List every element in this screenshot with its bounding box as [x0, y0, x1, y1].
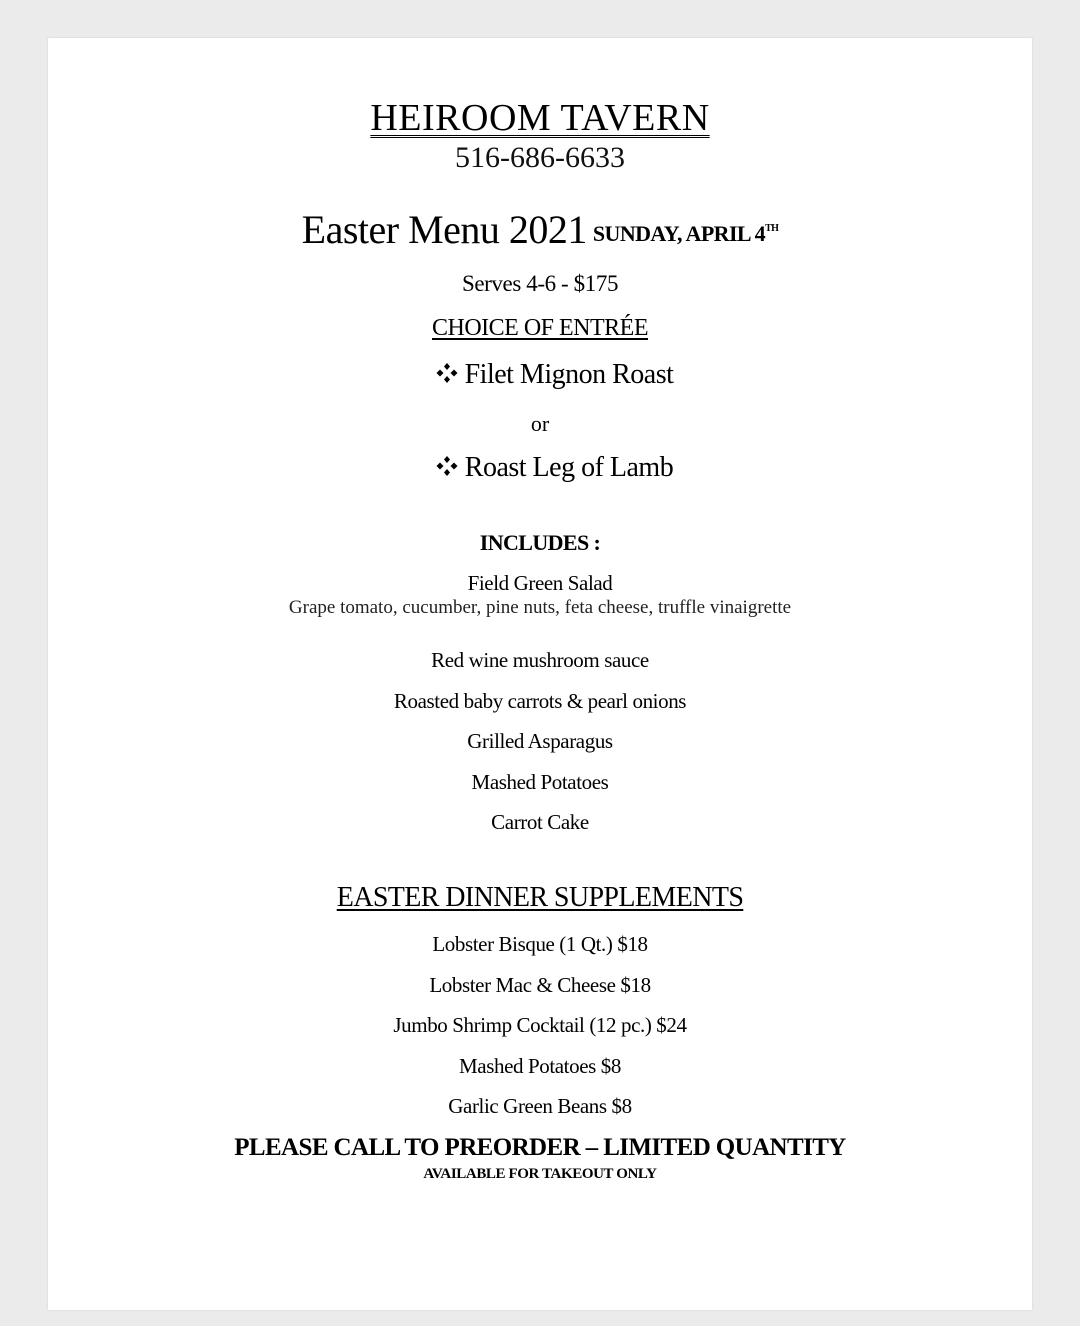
included-item: Roasted baby carrots & pearl onions [393, 689, 687, 713]
included-item: Red wine mushroom sauce [431, 648, 649, 672]
entree-option-label: Roast Leg of Lamb [464, 452, 674, 483]
salad-name: Field Green Salad [467, 571, 613, 595]
included-item: Grilled Asparagus [467, 729, 613, 753]
menu-title-line [48, 206, 1032, 265]
menu-title: Easter Menu 2021 [301, 207, 587, 252]
supplements-heading [48, 881, 1032, 915]
entree-option-filet [48, 358, 1032, 392]
supplement-item: Garlic Green Beans $8 [448, 1094, 632, 1118]
supplements-heading-text: EASTER DINNER SUPPLEMENTS [336, 882, 744, 913]
supplement-item: Lobster Bisque (1 Qt.) $18 [432, 932, 648, 956]
included-item: Mashed Potatoes [471, 770, 609, 794]
entree-option-inner [435, 452, 673, 483]
preorder-notice: PLEASE CALL TO PREORDER – LIMITED QUANTITY [234, 1134, 846, 1161]
restaurant-phone: 516-686-6633 [455, 141, 625, 174]
supplement-item: Mashed Potatoes $8 [459, 1054, 621, 1078]
four-diamond-bullet-icon [435, 455, 459, 477]
salad-description: Grape tomato, cucumber, pine nuts, feta cheese, truffle vinaigrette [288, 597, 792, 618]
includes-heading: INCLUDES : [479, 530, 601, 555]
menu-document-page [48, 38, 1032, 1310]
takeout-notice: AVAILABLE FOR TAKEOUT ONLY [423, 1166, 657, 1182]
entree-option-label: Filet Mignon Roast [464, 359, 674, 390]
menu-date-suffix: TH [765, 223, 779, 234]
entree-heading-text: CHOICE OF ENTRÉE [432, 315, 648, 341]
entree-heading [48, 313, 1032, 343]
supplement-item: Jumbo Shrimp Cocktail (12 pc.) $24 [393, 1013, 687, 1037]
entree-separator: or [530, 411, 550, 436]
included-item: Carrot Cake [491, 810, 589, 834]
supplement-item: Lobster Mac & Cheese $18 [429, 973, 651, 997]
four-diamond-bullet-icon [435, 362, 459, 384]
menu-date-text: SUNDAY, APRIL 4 [592, 221, 766, 246]
serves-price: Serves 4-6 - $175 [461, 271, 619, 296]
menu-date [593, 221, 778, 246]
entree-option-inner [435, 359, 674, 390]
restaurant-name: HEIROOM TAVERN [370, 97, 710, 139]
entree-option-lamb [48, 451, 1032, 485]
